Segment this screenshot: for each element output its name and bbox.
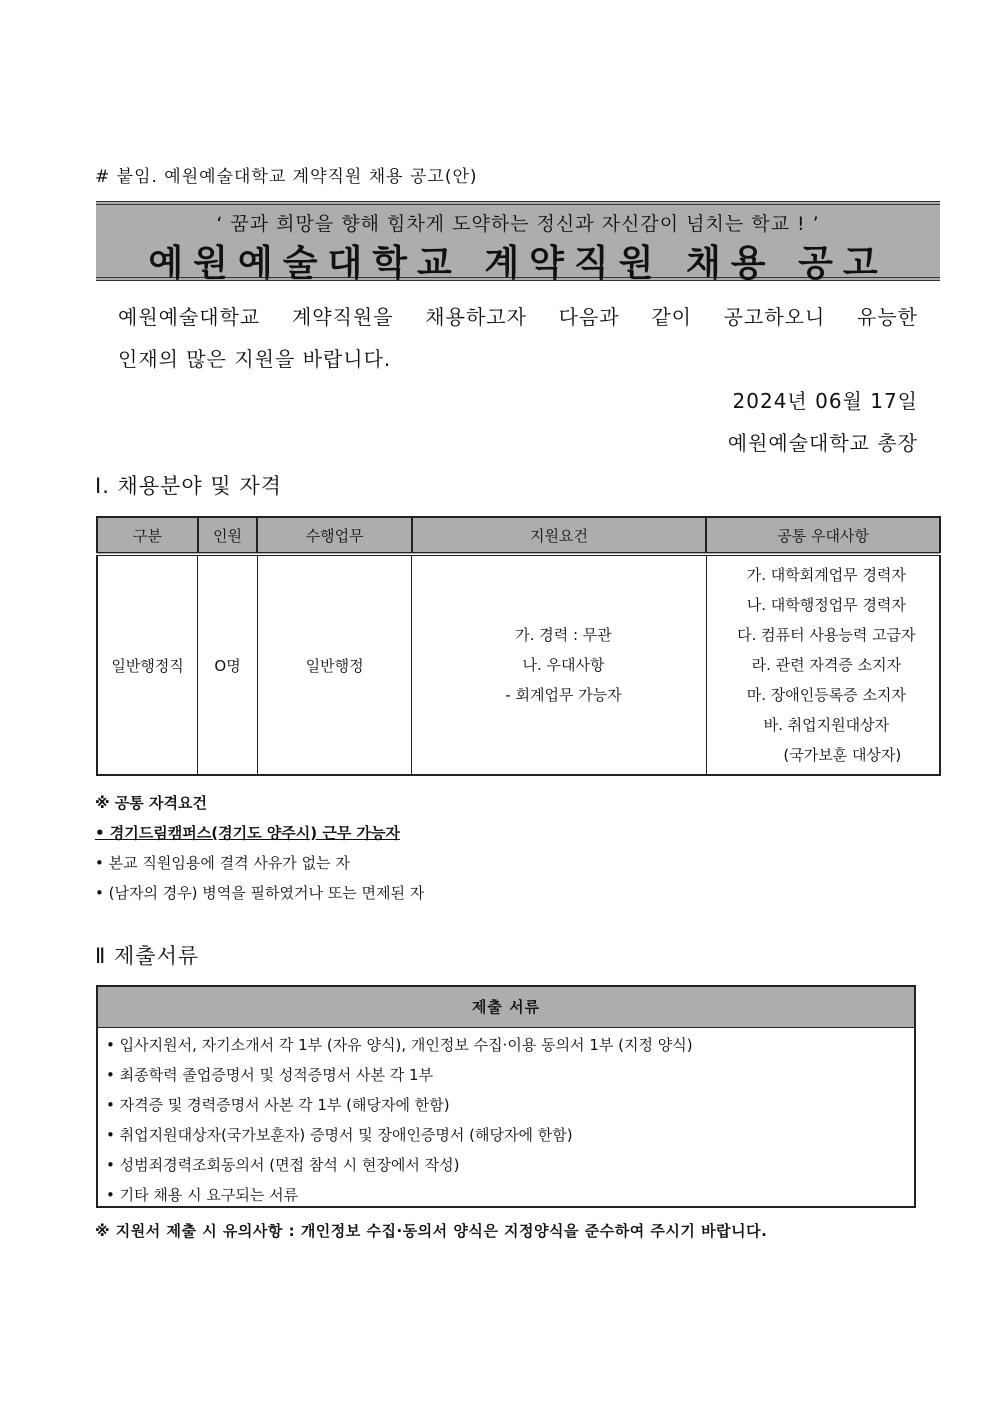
header-category: 구분 <box>97 517 198 554</box>
requirement-item: 가. 경력 : 무관 <box>515 626 612 644</box>
header-count: 인원 <box>198 517 258 554</box>
common-requirements <box>95 788 424 908</box>
document-item: • 최종학력 졸업증명서 및 성적증명서 사본 각 1부 <box>106 1066 434 1084</box>
signer: 예원예술대학교 총장 <box>727 431 918 455</box>
document-item: • 취업지원대상자(국가보훈자) 증명서 및 장애인증명서 (해당자에 한함) <box>106 1126 573 1144</box>
cell-preferences <box>706 554 940 775</box>
cell-category: 일반행정직 <box>97 554 198 775</box>
documents-box <box>96 985 916 1208</box>
common-requirement-item: • 경기드림캠퍼스(경기도 양주시) 근무 가능자 <box>95 824 401 842</box>
attachment-line: # 붙임. 예원예술대학교 계약직원 채용 공고(안) <box>95 167 478 187</box>
title-banner <box>96 201 940 284</box>
page-title: 예원예술대학교 계약직원 채용 공고 <box>148 243 888 284</box>
document-item: • 자격증 및 경력증명서 사본 각 1부 (해당자에 한함) <box>106 1096 450 1114</box>
cell-count: O명 <box>198 554 258 775</box>
cell-duty: 일반행정 <box>257 554 411 775</box>
document-item: • 기타 채용 시 요구되는 서류 <box>106 1186 299 1204</box>
preference-item: 바. 취업지원대상자 <box>763 716 890 734</box>
preference-item: (국가보훈 대상자) <box>783 746 902 764</box>
header-preferences: 공통 우대사항 <box>706 517 940 554</box>
document-item: • 성범죄경력조회동의서 (면접 참석 시 현장에서 작성) <box>106 1156 460 1174</box>
section-2-title: Ⅱ 제출서류 <box>95 944 200 968</box>
submission-note: ※ 지원서 제출 시 유의사항 : 개인정보 수집·동의서 양식은 지정양식을 준수하여 주시기 바랍니다. <box>95 1222 768 1240</box>
preference-item: 나. 대학행정업무 경력자 <box>746 596 906 614</box>
cell-requirements <box>412 554 706 775</box>
common-requirement-item: • 본교 직원임용에 결격 사유가 없는 자 <box>95 854 350 872</box>
preference-item: 마. 장애인등록증 소지자 <box>746 686 906 704</box>
document-item: • 입사지원서, 자기소개서 각 1부 (자유 양식), 개인정보 수집·이용 동의서 1부 (지정 양식) <box>106 1036 693 1054</box>
section-1-title: Ⅰ. 채용분야 및 자격 <box>95 474 282 498</box>
recruitment-table <box>96 516 941 776</box>
common-requirements-title: ※ 공통 자격요건 <box>95 794 207 812</box>
requirement-item: - 회계업무 가능자 <box>505 686 622 704</box>
preference-item: 다. 컴퓨터 사용능력 고급자 <box>737 626 916 644</box>
announcement-date: 2024년 06월 17일 <box>732 389 918 413</box>
intro-line-2: 인재의 많은 지원을 바랍니다. <box>118 347 392 371</box>
requirement-item: 나. 우대사항 <box>522 656 605 674</box>
header-requirements: 지원요건 <box>412 517 706 554</box>
preference-item: 가. 대학회계업무 경력자 <box>746 566 906 584</box>
common-requirement-item: • (남자의 경우) 병역을 필하였거나 또는 면제된 자 <box>95 884 425 902</box>
header-duty: 수행업무 <box>257 517 411 554</box>
intro-line-1: 예원예술대학교 계약직원을 채용하고자 다음과 같이 공고하오니 유능한 <box>118 305 918 329</box>
preference-item: 라. 관련 자격증 소지자 <box>751 656 902 674</box>
slogan: ‘ 꿈과 희망을 향해 힘차게 도약하는 정신과 자신감이 넘치는 학교 ! ’ <box>216 213 820 235</box>
documents-header: 제출 서류 <box>98 987 914 1028</box>
